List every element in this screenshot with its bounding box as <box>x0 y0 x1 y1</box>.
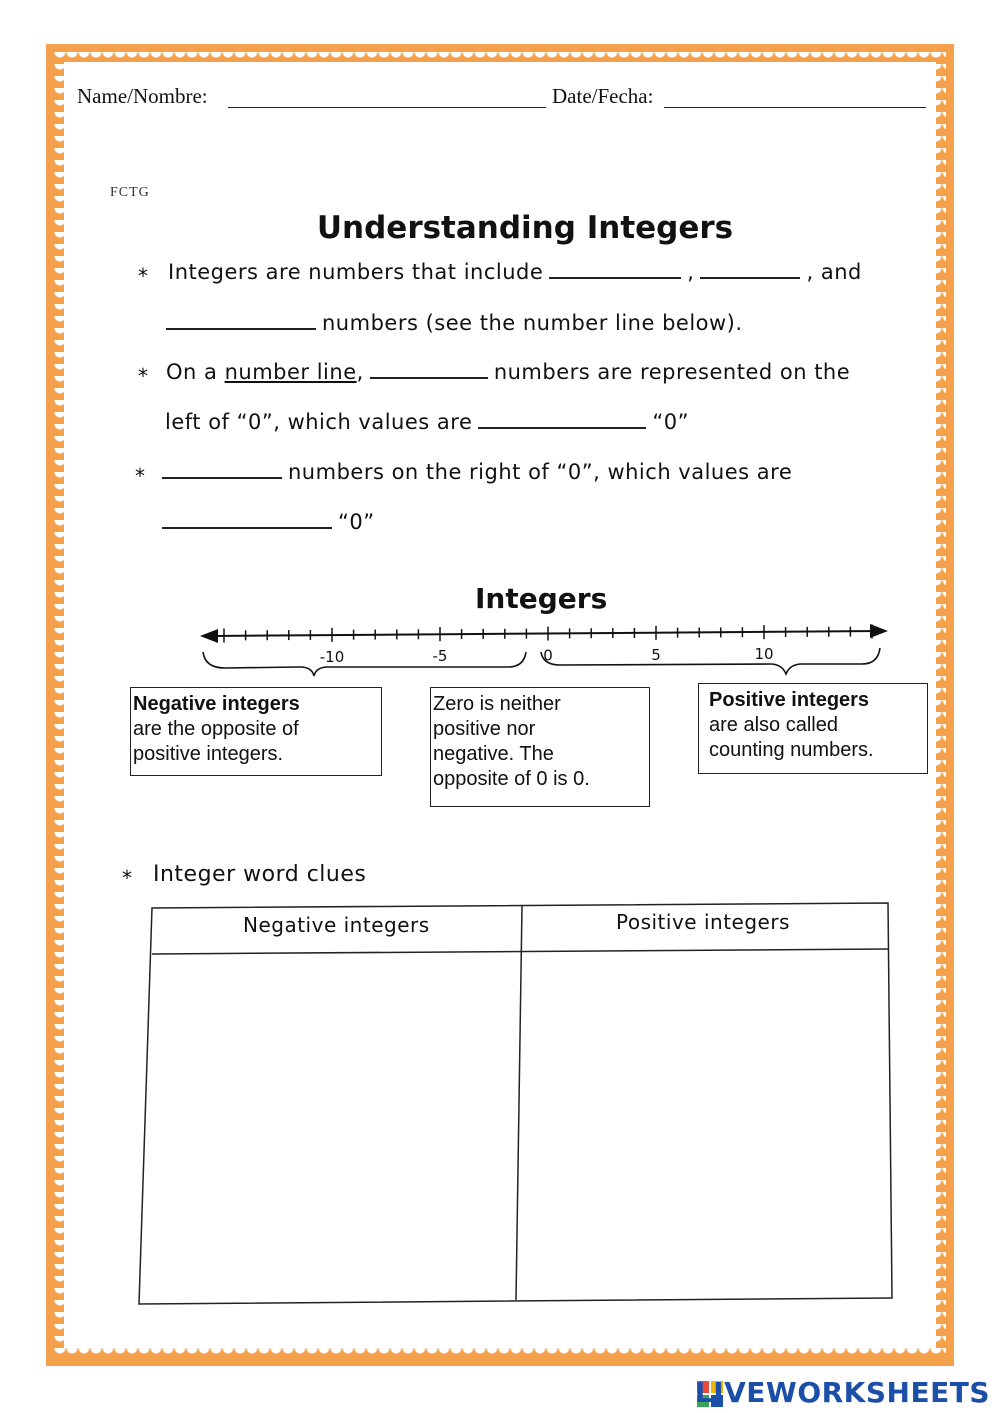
date-label: Date/Fecha: <box>552 84 654 108</box>
bullet-1-text-a: Integers are numbers that include <box>168 260 544 284</box>
number-line-label: -10 <box>319 647 345 666</box>
negative-clues-cell[interactable] <box>154 958 514 1294</box>
bullet-2-text-a: On a <box>166 360 218 384</box>
zero-box-line-4: opposite of 0 is 0. <box>433 768 590 790</box>
number-line-label: 10 <box>754 645 774 664</box>
number-line-term: number line <box>224 360 357 384</box>
col-negative-header: Negative integers <box>243 913 430 937</box>
fctg-mark: FCTG <box>110 185 150 200</box>
bullet-star: * <box>138 364 148 388</box>
name-label: Name/Nombre: <box>77 84 208 108</box>
zero-box-line-3: negative. The <box>433 743 554 765</box>
zero-box-line-2: positive nor <box>433 718 536 740</box>
bullet-star: * <box>138 264 148 288</box>
table-column-divider <box>516 906 522 1300</box>
bullet-1-and: , and <box>806 260 862 284</box>
bullet-star: * <box>122 866 132 890</box>
bullet-3-quote: “0” <box>338 510 375 534</box>
number-line-label: -5 <box>432 647 448 666</box>
negative-box-line-2: positive integers. <box>133 743 284 765</box>
zero-box-line-1: Zero is neither <box>433 693 561 715</box>
negative-box-heading: Negative integers <box>133 693 300 715</box>
positive-box-line-2: counting numbers. <box>709 739 874 761</box>
negative-box-line-1: are the opposite of <box>133 718 299 740</box>
number-line-label: 0 <box>543 646 553 665</box>
bullet-2-text-b: numbers are represented on the <box>493 360 851 384</box>
bullet-2-quote: “0” <box>652 410 689 434</box>
bullet-star: * <box>135 464 145 488</box>
bullet-2-text-c: left of “0”, which values are <box>165 410 473 434</box>
bullet-2-comma: , <box>356 360 364 384</box>
bullet-1-comma: , <box>687 260 695 284</box>
number-line-title: Integers <box>475 582 608 615</box>
page-title: Understanding Integers <box>316 210 734 246</box>
number-line-label: 5 <box>651 645 661 664</box>
positive-clues-cell[interactable] <box>524 953 886 1295</box>
col-positive-header: Positive integers <box>616 910 790 934</box>
brand-wordmark: LIVEWORKSHEETS <box>694 1376 990 1409</box>
bullet-3-text-a: numbers on the right of “0”, which values are <box>288 460 793 484</box>
word-clues-label: Integer word clues <box>153 862 367 887</box>
bullet-1-text-b: numbers (see the number line below). <box>322 311 743 335</box>
positive-box-line-1: are also called <box>709 714 838 736</box>
positive-box-heading: Positive integers <box>709 689 870 711</box>
